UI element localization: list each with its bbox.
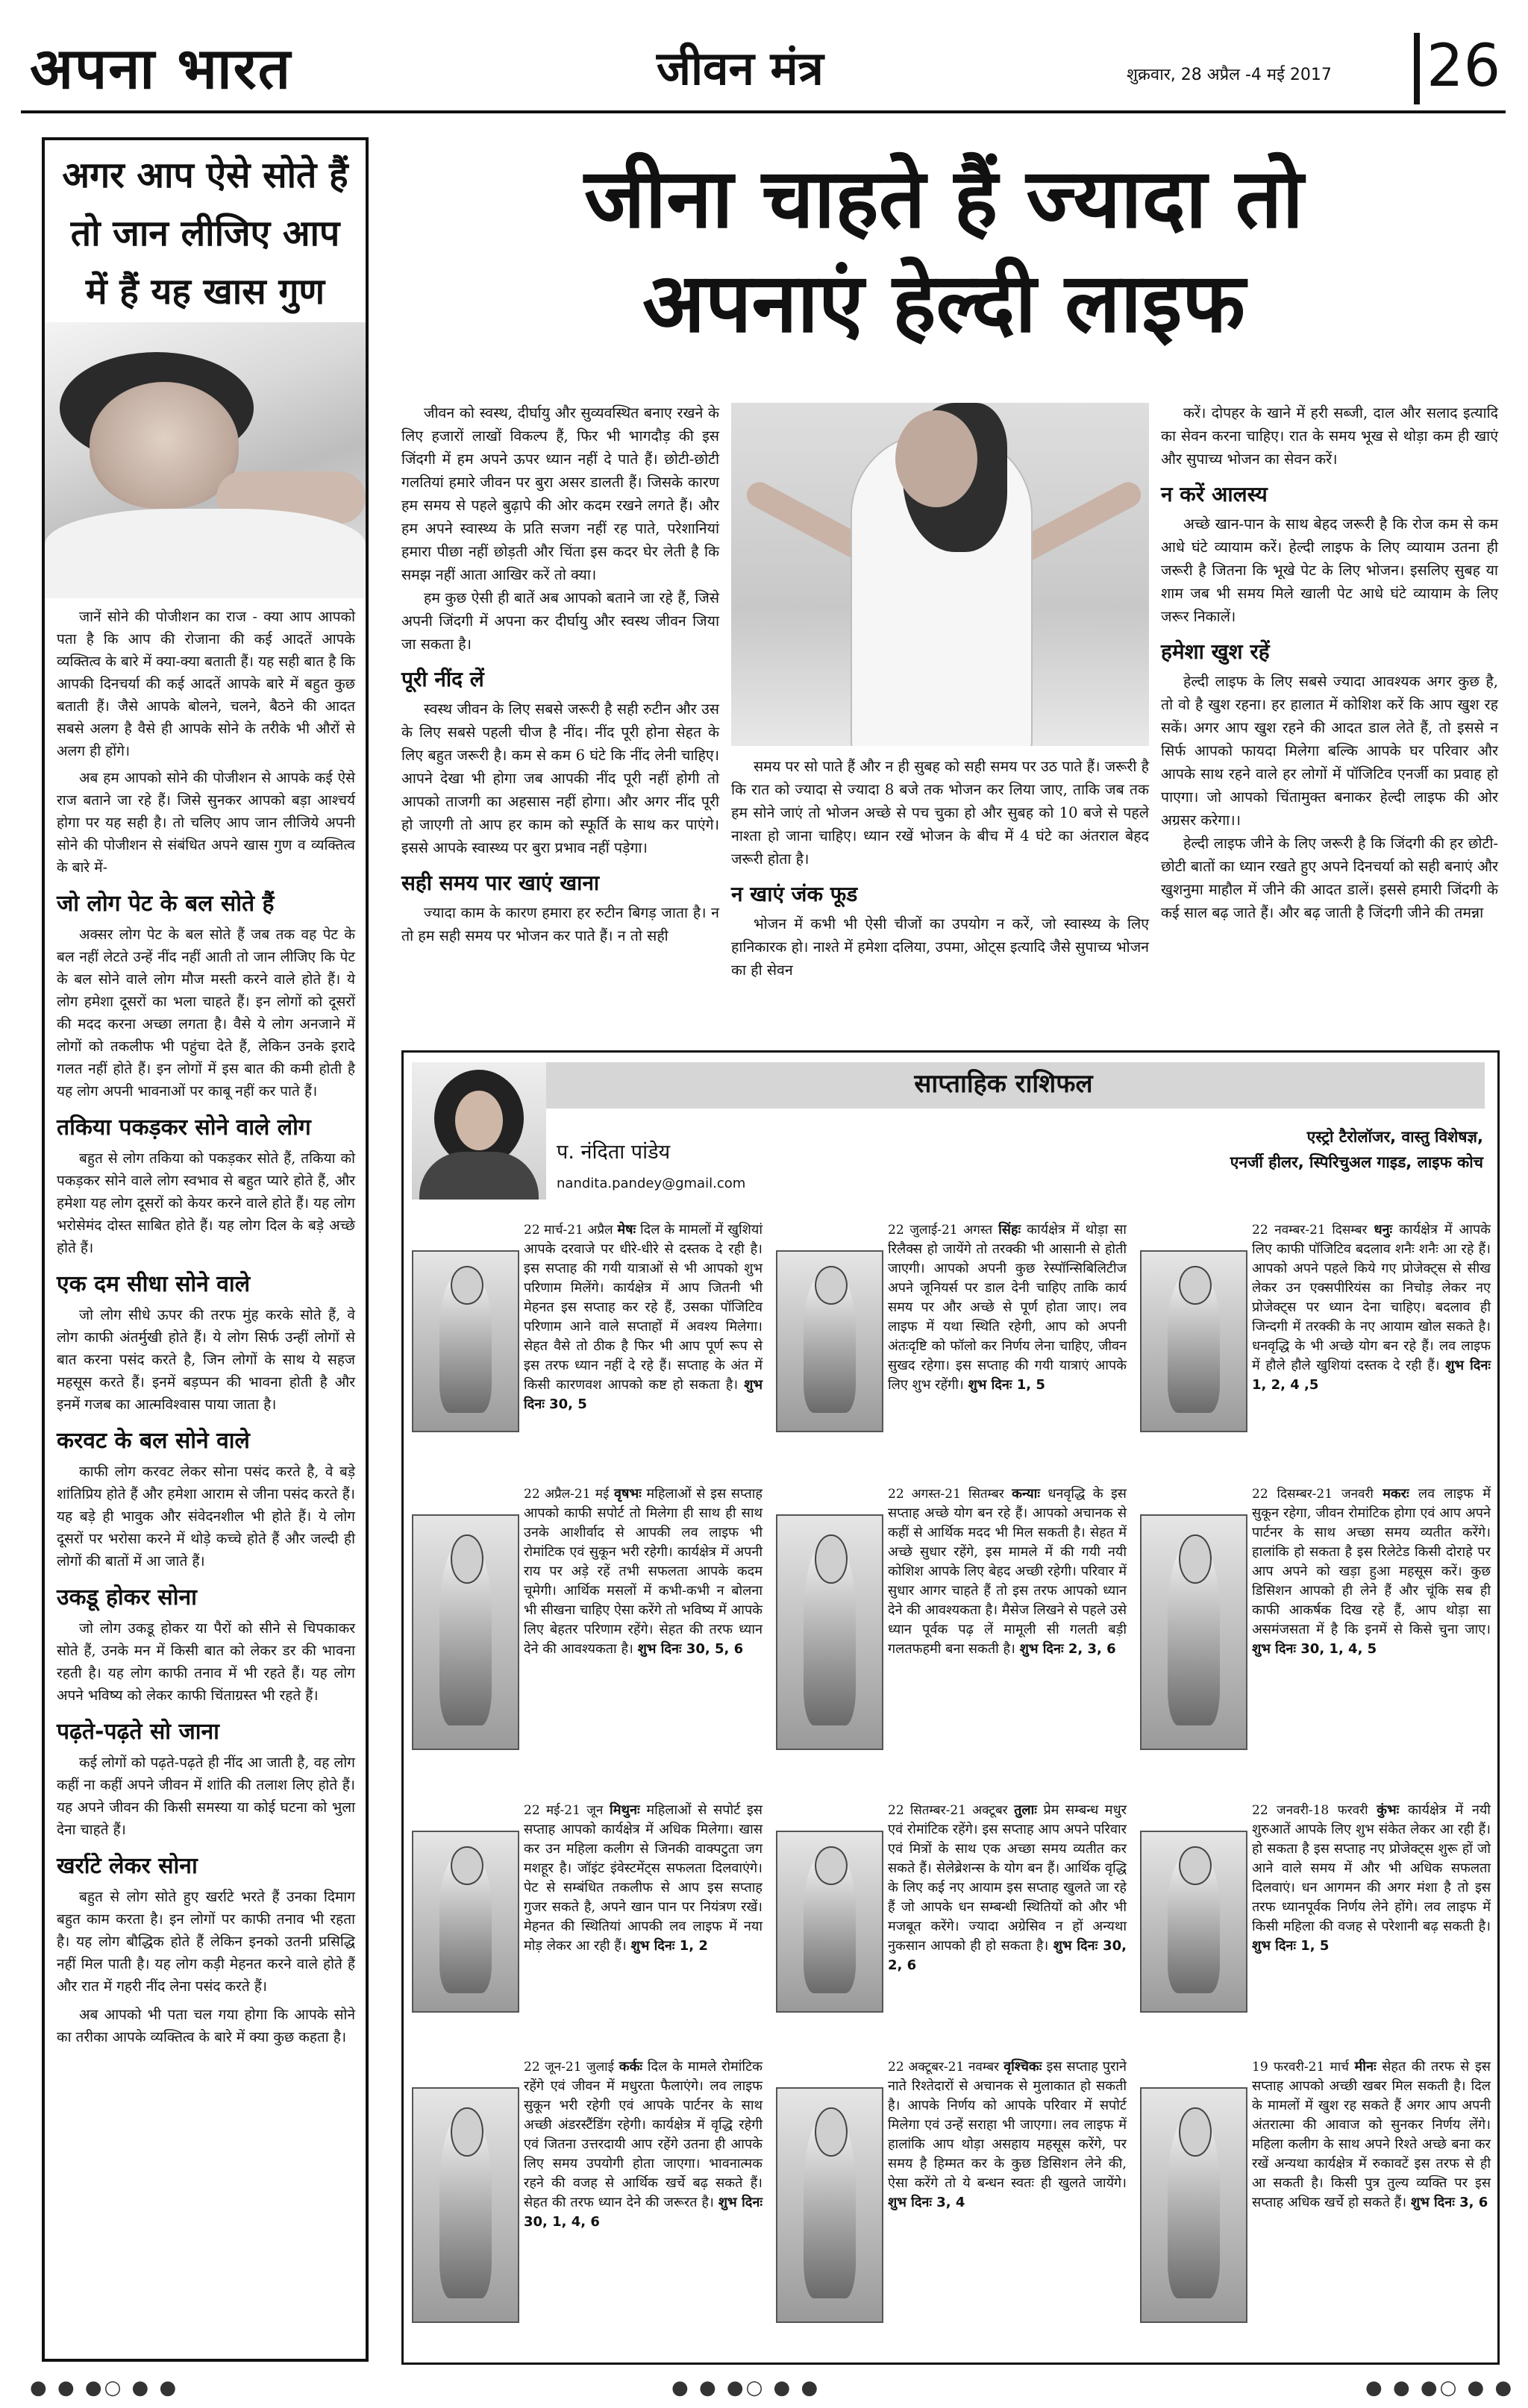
horoscope-sign-text — [776, 2057, 1127, 2327]
horoscope-title: साप्ताहिक राशिफल — [914, 1069, 1093, 1099]
horoscope-sign — [776, 1220, 1127, 1459]
astrologer-roles: एनर्जी हीलर, स्पिरिचुअल गाइड, लाइफ कोच — [1230, 1153, 1483, 1171]
left-section-paragraph: बहुत से लोग सोते हुए खर्राटे भरते हैं उनका दिमाग बहुत काम करता है। इन लोगों पर काफी तनाव भी रहता है। यह लोग बौद्धिक होते हैं लेकिन इनको उतनी प्रसिद्धि नहीं मिल पाती है। यह लोग कड़ी मेहनत करने वाले होते हैं और रात में गहरी नींद लेना पसंद करते हैं। — [57, 1889, 355, 1995]
horoscope-sign-text — [1140, 2057, 1491, 2327]
horoscope-sign — [412, 1220, 763, 1459]
horoscope-lucky-days: शुभ दिनः 3, 6 — [1410, 2195, 1488, 2210]
horoscope-sign-text — [412, 2057, 763, 2327]
article-title-line: अपनाएं हेल्दी लाइफ — [642, 255, 1246, 351]
astrologer-photo — [412, 1062, 546, 1200]
article-subheading: सही समय पार खाएं खाना — [401, 871, 600, 895]
horoscope-lucky-days: शुभ दिनः 2, 3, 6 — [1019, 1641, 1116, 1657]
article-subheading: न खाएं जंक फूड — [731, 882, 858, 906]
horoscope-sign — [412, 1801, 763, 2039]
horoscope-sign-dates: 22 सितम्बर-21 अक्टूबर — [888, 1803, 1008, 1818]
article-subheading: पूरी नींद लें — [401, 667, 484, 692]
horoscope-sign-name: धनुः — [1374, 1222, 1393, 1238]
horoscope-sign — [776, 1484, 1127, 1777]
article-subheading: हमेशा खुश रहें — [1161, 639, 1270, 664]
astrologer-roles: एस्ट्रो टैरोलॉजर, वास्तु विशेषज्ञ, — [1306, 1128, 1483, 1146]
horoscope-sign-body: प्रेम सम्बन्ध मधुर एवं रोमांटिक रहेंगे। इस सप्ताह आप अपने परिवार एवं मित्रों के साथ एक अच्छा समय व्यतीत कर सकते हैं। सेलेब्रेशन्स के योग बन हैं। आर्थिक वृद्धि के लिए कई नए आयाम इस सप्ताह खुलते जा रहे हैं जो आपके धन सम्बन्धी स्थितियों को और भी मजबूत करेंगे। ज्यादा अग्रेसिव न हों अन्यथा नुकसान आपको ही हो सकता है। — [888, 1802, 1127, 1954]
left-subheading: उकडू होकर सोना — [57, 1584, 197, 1611]
left-subheading: जो लोग पेट के बल सोते हैं — [57, 891, 275, 917]
section-title: जीवन मंत्र — [657, 41, 824, 95]
horoscope-sign-dates: 22 जुलाई-21 अगस्त — [888, 1223, 993, 1238]
horoscope-sign-text — [776, 1220, 1127, 1437]
horoscope-sign-body: कार्यक्षेत्र में नयी शुरुआतें आपके लिए शुभ संकेत लेकर आ रही हैं। हो सकता है इस सप्ताह नए प्रोजेक्ट्स शुरू हों जो आने वाले समय में और भी अधिक सफलता दिलवाएं। धन आगमन की अगर मंशा है तो इस तरफ ध्यानपूर्वक निर्णय लेने होंगे। लव लाइफ में किसी महिला की वजह से परेशानी बढ़ सकती है। — [1252, 1802, 1491, 1934]
footer-dots: ● ● ●○ ● ● — [30, 2377, 179, 2399]
horoscope-sign — [1140, 1801, 1491, 2039]
horoscope-sign-text — [412, 1484, 763, 1755]
horoscope-lucky-days: शुभ दिनः 30, 5, 6 — [637, 1641, 744, 1657]
dateline: शुक्रवार, 28 अप्रैल -4 मई 2017 — [1127, 66, 1332, 84]
horoscope-lucky-days: शुभ दिनः 1, 2, 4 ,5 — [1252, 1358, 1491, 1393]
horoscope-sign-body: महिलाओं से इस सप्ताह आपको काफी सपोर्ट तो मिलेगा ही साथ ही साथ उनके आशीर्वाद से आपकी लव लाइफ भी रोमांटिक एवं सुकून भरी रहेगी। कार्यक्षेत्र में अपनी राय पर अड़े रहें तभी सफलता आपके कदम चूमेगी। आर्थिक मसलों में कभी-कभी न बोलना भी सीखना चाहिए ऐसा करेंगे तो भविष्य में आपके लिए बेहतर परिणाम रहेंगे। सेहत की तरफ ध्यान देने की आवश्यकता है। — [524, 1486, 763, 1657]
horoscope-sign-dates: 22 मार्च-21 अप्रैल — [524, 1223, 613, 1238]
horoscope-lucky-days: शुभ दिनः 30, 2, 6 — [888, 1938, 1127, 1973]
horoscope-sign-body: दिल के मामले रोमांटिक रहेंगे एवं जीवन में मधुरता फैलाएंगे। लव लाइफ सुकून भरी रहेगी एवं आपके पार्टनर के साथ अच्छी अंडरस्टैंडिंग रहेगी। कार्यक्षेत्र में वृद्धि रहेगी एवं जितना उत्तरदायी आप रहेंगे उतना ही आपके लिए समय उपयोगी होता जाएगा। भावनात्मक रहने की वजह से आर्थिक खर्चे बढ़ सकते हैं। सेहत की तरफ ध्यान देने की जरूरत है। — [524, 2059, 763, 2210]
left-section-paragraph: जो लोग सीधे ऊपर की तरफ मुंह करके सोते हैं, वे लोग काफी अंतर्मुखी होते हैं। ये लोग सिर्फ उन्हीं लोगों से बात करना पसंद करते है, जिन लोगों के साथ ये सहज महसूस करते हैं। इनमें बड़प्पन की भावना होती है और इनमें गजब का आत्मविश्वास पाया जाता है। — [57, 1307, 355, 1413]
article-paragraph: समय पर सो पाते हैं और न ही सुबह को सही समय पर उठ पाते हैं। जरूरी है कि रात को ज्यादा से ज्यादा 8 बजे तक भोजन कर लिया जाए, ताकि जब तक हम सोने जाएं तो भोजन अच्छे से पच चुका हो और सुबह को 10 बजे से पहले नाश्ता हो जाना चाहिए। ध्यान रखें भोजन के बीच में 4 घंटे का अंतराल बेहद जरूरी होता है। — [731, 758, 1149, 868]
horoscope-sign — [776, 2057, 1127, 2350]
astrologer-name: प. नंदिता पांडेय — [557, 1141, 671, 1164]
article-paragraph: अच्छे खान-पान के साथ बेहद जरूरी है कि रोज कम से कम आधे घंटे व्यायाम करें। हेल्दी लाइफ के लिए व्यायाम उतना ही जरूरी है जितना कि भूखे पेट के लिए भोजन। इसलिए सुबह या शाम जब भी समय मिले खाली पेट आधे घंटे व्यायाम के लिए जरूर निकालें। — [1161, 515, 1498, 625]
horoscope-sign — [1140, 1484, 1491, 1777]
newspaper-brand: अपना भारत — [30, 35, 292, 101]
horoscope-sign-dates: 19 फरवरी-21 मार्च — [1252, 2060, 1349, 2075]
left-headline-line: अगर आप ऐसे सोते हैं — [62, 154, 348, 196]
left-section-paragraph: काफी लोग करवट लेकर सोना पसंद करते है, वे बड़े शांतिप्रिय होते हैं और हमेशा आराम से जीना पसंद करते हैं। यह बड़े ही भावुक और संवेदनशील भी होते हैं। ये लोग दूसरों पर भरोसा करने में थोड़े कच्चे होते हैं और जल्दी ही लोगों की बातों में आ जाते हैं। — [57, 1464, 355, 1570]
horoscope-sign-name: तुलाः — [1014, 1802, 1037, 1818]
horoscope-sign-body: धनवृद्धि के इस सप्ताह अच्छे योग बन रहे हैं। आपको अचानक से कहीं से आर्थिक मदद भी मिल सकती है। सेहत में अच्छे सुधार रहेंगे, इस मामले में की गयी नयी कोशिश आपके लिए बेहद अच्छी रहेगी। परिवार में सुधार आगर चाहते हैं तो इस तरफ आपको ध्यान देने की आवश्यकता है। मैसेज लिखने से पहले उसे ध्यान पूर्वक पढ़ लें मामूली सी गलती बड़ी गलतफहमी बना सकती है। — [888, 1486, 1127, 1657]
horoscope-sign-name: कन्याः — [1012, 1486, 1040, 1502]
horoscope-sign — [1140, 1220, 1491, 1459]
horoscope-sign-body: सेहत की तरफ से इस सप्ताह आपको अच्छी खबर मिल सकती है। दिल के मामलों में खुश रह सकते हैं अगर आप अपनी अंतरात्मा की आवाज को सुनकर निर्णय लेंगे। महिला कलीग के साथ अपने रिश्ते अच्छे बना कर रखें अन्यथा कार्यक्षेत्र में रुकावटें इस तरफ से ही आ सकती है। किसी पुत्र तुल्य व्यक्ति पर इस सप्ताह अधिक खर्चे हो सकते हैं। — [1252, 2059, 1491, 2210]
horoscope-sign-name: कुंभः — [1377, 1802, 1400, 1818]
left-headline-line: में हैं यह खास गुण — [85, 271, 325, 313]
left-subheading: खर्राटे लेकर सोना — [57, 1853, 198, 1879]
left-headline — [49, 146, 361, 321]
horoscope-sign — [412, 1484, 763, 1777]
left-section-paragraph: बहुत से लोग तकिया को पकड़कर सोते हैं, तकिया को पकड़कर सोने वाले लोग स्वभाव से बहुत प्यारे होते हैं, और हमेशा यह लोग दूसरों को केयर करने वाले होते हैं। यह लोग भरोसेमंद दोस्त साबित होते हैं। यह लोग दिल के बड़े अच्छे होते हैं। — [57, 1150, 355, 1256]
article-column-3 — [1161, 401, 1498, 924]
horoscope-lucky-days: शुभ दिनः 3, 4 — [888, 2195, 965, 2210]
left-subheading: तकिया पकड़कर सोने वाले लोग — [57, 1114, 311, 1141]
article-paragraph: भोजन में कभी भी ऐसी चीजों का उपयोग न करें, जो स्वास्थ्य के लिए हानिकारक हो। नाश्ते में हमेशा दलिया, उपमा, ओट्स इत्यादि जैसे सुपाच्य भोजन का ही सेवन — [731, 915, 1149, 979]
article-column-2 — [731, 755, 1149, 982]
left-article-body — [57, 606, 355, 2048]
horoscope-sign-dates: 22 नवम्बर-21 दिसम्बर — [1252, 1223, 1368, 1238]
horoscope-sign-body: कार्यक्षेत्र में आपके लिए काफी पॉजिटिव बदलाव शनैः शनैः आ रहे हैं। आपको अपने पहले किये गए प्रोजेक्ट्स से सीख लेकर उन एक्सपीरियंस का निचोड़ लेकर नए प्रोजेक्ट्स पर ध्यान देना चाहिए। बदलाव ही जिन्दगी में तरक्की के नए आयाम खोल सकते है। धनवृद्धि के भी अच्छे योग बन रहे हैं। लव लाइफ में हौले हौले खुशियां दस्तक दे रही हैं। — [1252, 1222, 1491, 1373]
horoscope-sign-text — [412, 1801, 763, 2017]
horoscope-sign-name: मिथुनः — [610, 1802, 640, 1818]
left-intro-paragraph: जानें सोने की पोजीशन का राज - क्या आप आपको पता है कि आप की रोजाना की कई आदतें आपके व्यक्तित्व के बारे में क्या-क्या बताती हैं। यह सही बात है कि आपकी दिनचर्या की कई आदतें आपके बारे में बहुत कुछ बताती हैं। जैसे आपके बोलने, चलने, बैठने की आदत सबसे अलग है वैसे ही आपके सोने के तरीके भी औरों से अलग ही होंगे। — [57, 609, 355, 759]
article-paragraph: जीवन को स्वस्थ, दीर्घायु और सुव्यवस्थित बनाए रखने के लिए हजारों लाखों विकल्प हैं, फिर भी भागदौड़ की इस जिंदगी में हम अपने ऊपर ध्यान नहीं दे पाते हैं। छोटी-छोटी गलतियां हमारे जीवन पर बुरा असर डालती हैं। जिसके कारण हम समय से पहले बुढ़ापे की ओर कदम रखने लगते हैं। और हम अपने स्वास्थ्य के प्रति सजग नहीं रह पाते, परेशानियां हमारा पीछा नहीं छोड़ती और चिंता इस कदर घेर लेती है कि समझ नहीं आता आखिर करें तो क्या। — [401, 404, 719, 583]
left-subheading: करवट के बल सोने वाले — [57, 1428, 250, 1454]
horoscope-sign-name: वृश्चिकः — [1003, 2059, 1042, 2075]
horoscope-lucky-days: शुभ दिनः 1, 5 — [968, 1377, 1045, 1393]
horoscope-sign-body: दिल के मामलों में खुशियां आपके दरवाजे पर धीरे-धीरे से दस्तक दे रही है। इस सप्ताह की गयी यात्राओं से भी आपको शुभ परिणाम मिलेंगे। कार्यक्षेत्र में आप जितनी भी मेहनत इस सप्ताह कर रहे हैं, उसका पॉजिटिव परिणाम आने वाले सप्ताहों में अवश्य मिलेगा। सेहत वैसे तो ठीक है फिर भी आप पूर्ण रूप से इस तरफ ध्यान नहीं दे रहे हैं। सप्ताह के अंत में किसी कारणवश आपको कष्ट हो सकता है। — [524, 1222, 763, 1393]
horoscope-sign-dates: 22 मई-21 जून — [524, 1803, 604, 1818]
footer-dots: ● ● ●○ ● ● — [671, 2377, 821, 2399]
left-subheading: पढ़ते-पढ़ते सो जाना — [57, 1719, 219, 1745]
article-paragraph: हम कुछ ऐसी ही बातें अब आपको बताने जा रहे हैं, जिसे अपनी जिंदगी में अपना कर दीर्घायु और स्वस्थ जीवन जिया जा सकता है। — [401, 589, 719, 653]
left-section-paragraph: अब आपको भी पता चल गया होगा कि आपके सोने का तरीका आपके व्यक्तित्व के बारे में क्या कुछ कहता है। — [57, 2007, 355, 2045]
horoscope-sign-text — [776, 1801, 1127, 2017]
article-title-line: जीना चाहते हैं ज्यादा तो — [584, 151, 1303, 246]
astrologer-email[interactable]: nandita.pandey@gmail.com — [557, 1176, 746, 1191]
article-paragraph: हेल्दी लाइफ जीने के लिए जरूरी है कि जिंदगी की हर छोटी-छोटी बातों का ध्यान रखते हुए अपने दिनचर्या को सही बनाएं और खुशनुमा माहौल में जीने की आदत डालें। इससे हमारी जिंदगी के कई साल बढ़ जाते हैं। और बढ़ जाती है जिंदगी जीने की तमन्ना — [1161, 835, 1498, 921]
article-subheading: न करें आलस्य — [1161, 482, 1268, 507]
footer-dots: ● ● ●○ ● ● — [1365, 2377, 1515, 2399]
left-intro-paragraph: अब हम आपको सोने की पोजीशन से आपके कई ऐसे राज बताने जा रहे हैं। जिसे सुनकर आपको बड़ा आश्चर्य होगा पर यह सही है। तो चलिए आप जान लीजिये अपनी सोने की पोजीशन से संबंधित अपने खास गुण व व्यक्तित्व के बारे में- — [57, 770, 355, 876]
article-column-1 — [401, 401, 719, 947]
horoscope-sign-dates: 22 अगस्त-21 सितम्बर — [888, 1487, 1004, 1502]
left-headline-line: तो जान लीजिए आप — [70, 213, 340, 254]
sleeping-woman-photo — [45, 322, 366, 598]
article-title — [388, 146, 1500, 355]
horoscope-sign-dates: 22 जून-21 जुलाई — [524, 2060, 614, 2075]
horoscope-lucky-days: शुभ दिनः 30, 5 — [524, 1377, 763, 1412]
article-paragraph: स्वस्थ जीवन के लिए सबसे जरूरी है सही रुटीन और उस के लिए सबसे पहली चीज है नींद। नींद पूरी होना सेहत के लिए बहुत जरूरी है। कम से कम 6 घंटे कि नींद लेनी चाहिए। आपने देखा भी होगा जब आपकी नींद पूरी नहीं होगी तो आपको ताजगी का अहसास नहीं होगा। और अगर नींद पूरी हो जाएगी तो आप हर काम को स्फूर्ति के साथ कर पाएंगे। इससे आपके स्वास्थ्य पर बुरा प्रभाव नहीं पड़ेगा। — [401, 700, 719, 856]
page-number: 26 — [1427, 33, 1501, 100]
horoscope-sign-dates: 22 अक्टूबर-21 नवम्बर — [888, 2060, 1000, 2075]
horoscope-sign-text — [1140, 1220, 1491, 1437]
horoscope-lucky-days: शुभ दिनः 1, 2 — [630, 1938, 708, 1954]
horoscope-sign-dates: 22 जनवरी-18 फरवरी — [1252, 1803, 1368, 1818]
woman-outstretched-arms-photo — [731, 403, 1149, 746]
horoscope-lucky-days: शुभ दिनः 30, 1, 4, 6 — [524, 2195, 763, 2230]
horoscope-sign-dates: 22 अप्रैल-21 मई — [524, 1487, 610, 1502]
horoscope-sign-name: वृषभः — [614, 1486, 642, 1502]
horoscope-sign-name: कर्कः — [619, 2059, 643, 2075]
horoscope-sign-dates: 22 दिसम्बर-21 जनवरी — [1252, 1487, 1374, 1502]
horoscope-sign-text — [1140, 1801, 1491, 2017]
horoscope-sign — [776, 1801, 1127, 2039]
left-section-paragraph: कई लोगों को पढ़ते-पढ़ते ही नींद आ जाती है, वह लोग कहीं ना कहीं अपने जीवन में शांति की तलाश लिए होते हैं। यह अपने जीवन की किसी समस्या या कोई घटना को भुला देना चाहते हैं। — [57, 1755, 355, 1838]
masthead-divider — [1414, 33, 1420, 104]
horoscope-sign-name: मेषः — [617, 1222, 636, 1238]
article-paragraph: करें। दोपहर के खाने में हरी सब्जी, दाल और सलाद इत्यादि का सेवन करना चाहिए। रात के समय भूख से थोड़ा कम ही खाएं और सुपाच्य भोजन का सेवन करें। — [1161, 404, 1498, 468]
horoscope-sign — [412, 2057, 763, 2350]
horoscope-sign-body: महिलाओं से सपोर्ट इस सप्ताह आपको कार्यक्षेत्र में अधिक मिलेगा। खास कर उन महिला कलीग से जिनकी वाक्पटुता जग मशहूर है। जॉइंट इंवेस्टमेंट्स सफलता दिलवाएंगे। पेट से सम्बंधित तकलीफ से आप इस सप्ताह गुजर सकते है, अपने खान पान पर नियंत्रण रखें। मेहनत की स्थितियां आपकी लव लाइफ में नया मोड़ लेकर आ रही हैं। — [524, 1802, 763, 1954]
horoscope-sign-body: कार्यक्षेत्र में थोड़ा सा रिलैक्स हो जायेंगे तो तरक्की भी आसानी से होती जाएगी। आपको अपनी कुछ रेस्पॉन्सिबिलिटीज अपने जूनियर्स पर डाल देनी चाहिए ताकि कार्य समय पर और अच्छे से पूर्ण होता जाए। लव लाइफ में यथा स्थिति रहेगी, आप को अपनी अंतःदृष्टि को फॉलो कर निर्णय लेना चाहिए, जीवन सुखद रहेगा। इस सप्ताह की गयी यात्राएं आपके लिए शुभ रहेंगी। — [888, 1222, 1127, 1393]
left-section-paragraph: जो लोग उकडू होकर या पैरों को सीने से चिपकाकर सोते हैं, उनके मन में किसी बात को लेकर डर की भावना रहती है। यह लोग काफी तनाव में भी रहते हैं। यह लोग अपने भविष्य को लेकर काफी चिंताग्रस्त भी रहते हैं। — [57, 1620, 355, 1704]
horoscope-sign-text — [776, 1484, 1127, 1755]
horoscope-lucky-days: शुभ दिनः 1, 5 — [1252, 1938, 1330, 1954]
horoscope-sign-name: मीनः — [1354, 2059, 1377, 2075]
article-paragraph: ज्यादा काम के कारण हमारा हर रुटीन बिगड़ जाता है। न तो हम सही समय पर भोजन कर पाते हैं। न तो सही — [401, 904, 719, 944]
left-section-paragraph: अक्सर लोग पेट के बल सोते हैं जब तक वह पेट के बल नहीं लेटते उन्हें नींद नहीं आती तो जान लीजिए कि पेट के बल सोने वाले लोग मौज मस्ती करने वाले होते हैं। ये लोग हमेशा दूसरों का भला चाहते हैं। इन लोगों को दूसरों की मदद करना अच्छा लगता है। वैसे ये लोग अनजाने में लोगों को तकलीफ भी पहुंचा देते हैं, लेकिन उनके इरादे गलत नहीं होते हैं। इन लोगों में इस बात की कमी होती है यह लोग अपनी भावनाओं पर काबू नहीं कर पाते हैं। — [57, 926, 355, 1100]
horoscope-sign — [1140, 2057, 1491, 2350]
horoscope-sign-text — [1140, 1484, 1491, 1755]
horoscope-sign-body: इस सप्ताह पुराने नाते रिश्तेदारों से अचानक से मुलाकात हो सकती है। आपके निर्णय को आपके परिवार में सपोर्ट मिलेगा एवं उन्हें सराहा भी जाएगा। लव लाइफ में हालांकि आप थोड़ा असहाय महसूस करेंगे, पर समय है हिम्मत कर के कुछ डिसिशन लेने की, ऐसा करेंगे तो ये बन्धन स्वतः ही खुलते जायेंगे। — [888, 2059, 1127, 2191]
article-paragraph: हेल्दी लाइफ के लिए सबसे ज्यादा आवश्यक अगर कुछ है, तो वो है खुश रहना। हर हालात में कोशिश करें कि आप खुश रह सकें। अगर आप खुश रहने की आदत डाल लेते हैं, तो इससे न सिर्फ आपको फायदा मिलेगा बल्कि आपके घर परिवार और आपके साथ रहने वाले हर लोगों में पॉजिटिव एनर्जी का प्रवाह हो पाएगा। जो आपको चिंतामुक्त बनाकर हेल्दी लाइफ की ओर अग्रसर करेगा।। — [1161, 673, 1498, 829]
left-subheading: एक दम सीधा सोने वाले — [57, 1271, 251, 1297]
horoscope-sign-body: लव लाइफ में सुकून रहेगा, जीवन रोमांटिक होगा एवं आप अपने पार्टनर के साथ अच्छा समय व्यतीत करेंगे। हालांकि हो सकता है इस रिलेटेड किसी दोराहे पर आप अपने को खड़ा हुआ महसूस करें। कुछ डिसिशन आपको ही लेने हैं और चूंकि सब ही काफी आकर्षक दिख रहे हैं, आप थोड़ा सा असमंजसता में है कि इनमें से किसे चुना जाए। — [1252, 1486, 1491, 1637]
horoscope-lucky-days: शुभ दिनः 30, 1, 4, 5 — [1252, 1641, 1377, 1657]
horoscope-sign-text — [412, 1220, 763, 1437]
horoscope-sign-name: मकरः — [1383, 1486, 1409, 1502]
horoscope-sign-name: सिंहः — [998, 1222, 1021, 1238]
